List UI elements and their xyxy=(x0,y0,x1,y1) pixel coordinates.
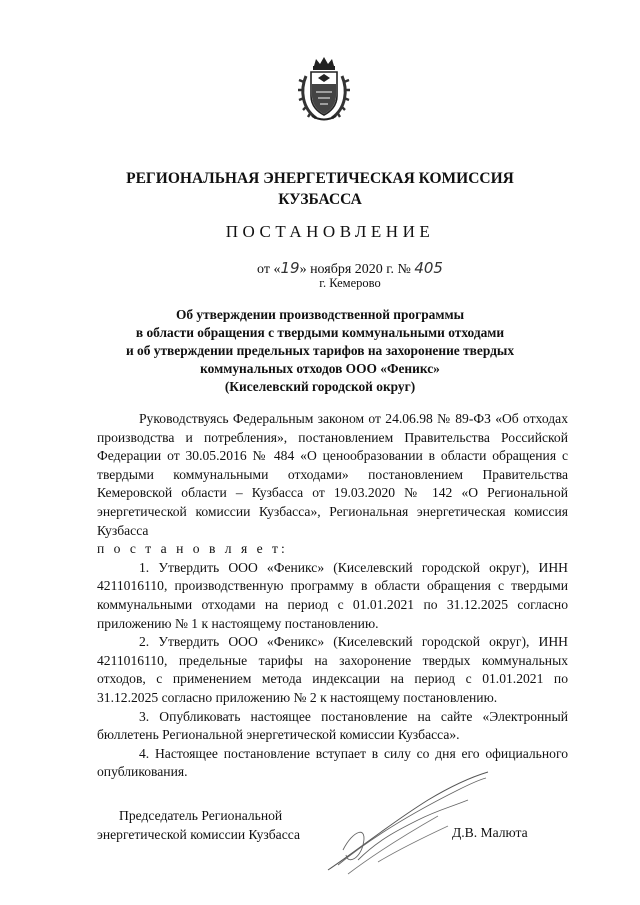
preamble-paragraph: Руководствуясь Федеральным законом от 24.06.98 № 89-ФЗ «Об отходах производства и потребления», постановлением Правительства Российской Федерации от 30.05.2016 № 484 «О ценообразовании в области обращения с твердыми коммунальными отходами» постановлением Правительства Кемеровской области – Кузбасса от 19.03.2020 № 142 «О Региональной энергетической комиссии Кузбасса», Региональная энергетическая комиссия Кузбасса xyxy=(97,411,568,538)
city: г. Кемерово xyxy=(319,276,381,290)
document-number: 405 xyxy=(414,259,443,277)
signer-position-line1: Председатель Региональной xyxy=(119,808,283,823)
organization-name: РЕГИОНАЛЬНАЯ ЭНЕРГЕТИЧЕСКАЯ КОМИССИЯ xyxy=(126,170,514,187)
date-day: 19 xyxy=(280,259,300,277)
organization-name-line2: КУЗБАССА xyxy=(278,191,362,208)
date-prefix: от « xyxy=(257,262,281,277)
document-type: ПОСТАНОВЛЕНИЕ xyxy=(225,222,435,241)
resolution-item-3: 3. Опубликовать настоящее постановление на сайте «Электронный бюллетень Региональной энергетической комиссии Кузбасса». xyxy=(97,708,568,743)
title-line: в области обращения с твердыми коммунальными отходами xyxy=(135,325,505,340)
signer-position-line2: энергетической комиссии Кузбасса xyxy=(97,827,300,842)
signer-name: Д.В. Малюта xyxy=(452,825,528,840)
resolution-item-2: 2. Утвердить ООО «Феникс» (Киселевский городской округ), ИНН 4211016110, предельные тарифы на захоронение твердых коммунальных отходов, с применением метода индексации на период с 01.01.2021 по 31.12.2025 согласно приложению № 2 к настоящему постановлению. xyxy=(97,634,568,705)
document-body xyxy=(97,410,568,782)
resolution-item-1: 1. Утвердить ООО «Феникс» (Киселевский городской округ), ИНН 4211016110, производственную программу в области обращения с твердыми коммунальными отходами на период с 01.01.2021 по 31.12.2025 согласно приложению № 1 к настоящему постановлению. xyxy=(97,559,568,631)
title-line: и об утверждении предельных тарифов на захоронение твердых xyxy=(125,343,515,358)
document-title xyxy=(80,306,560,396)
coat-of-arms-icon xyxy=(298,56,350,124)
title-line: (Киселевский городской округ) xyxy=(224,379,416,394)
date-middle: » ноября 2020 г. № xyxy=(299,262,411,277)
title-line: Об утверждении производственной программы xyxy=(175,307,465,322)
resolves-line: п о с т а н о в л я е т: xyxy=(97,541,288,557)
signer-position xyxy=(97,806,300,844)
title-line: коммунальных отходов ООО «Феникс» xyxy=(200,361,440,376)
resolution-item-4: 4. Настоящее постановление вступает в силу со дня его официального опубликования. xyxy=(97,745,568,780)
